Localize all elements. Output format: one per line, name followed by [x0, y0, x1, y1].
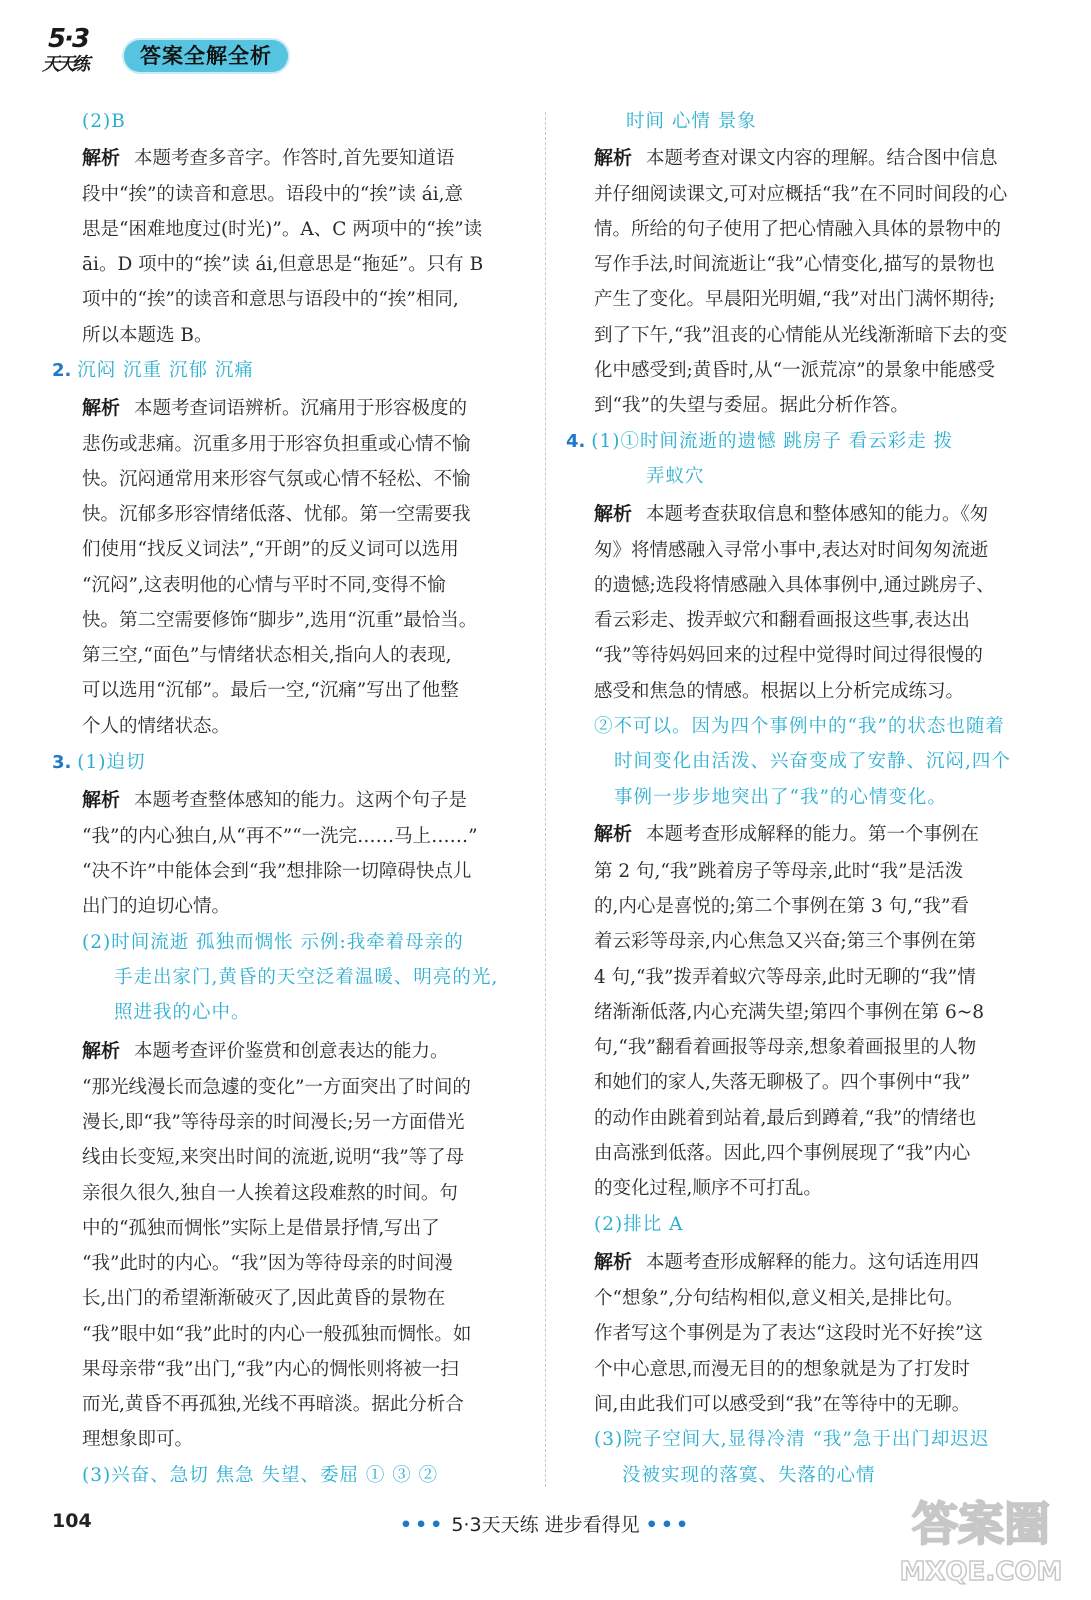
- text-line: 出门的迫切心情。: [82, 896, 231, 917]
- text-line: 感受和焦急的情感。根据以上分析完成练习。: [594, 681, 965, 702]
- text-line: 悲伤或悲痛。沉重多用于形容负担重或心情不愉: [82, 434, 471, 455]
- text-line: 的遗憾;选段将情感融入具体事例中,通过跳房子、: [594, 575, 995, 596]
- text-line: 段中“挨”的读音和意思。语段中的“挨”读 ái,意: [82, 184, 464, 205]
- text-line: 漫长,即“我”等待母亲的时间漫长;另一方面借光: [82, 1112, 465, 1133]
- text-line: 并仔细阅读课文,可对应概括“我”在不同时间段的心: [594, 184, 1008, 205]
- text-line: 的,内心是喜悦的;第二个事例在第 3 句,“我”看: [594, 896, 969, 917]
- text-line: 果母亲带“我”出门,“我”内心的惆怅则将被一扫: [82, 1359, 459, 1380]
- question-number: 3.: [52, 752, 72, 773]
- answer-4-1-2: ②不可以。因为四个事例中的“我”的状态也随着: [594, 716, 1005, 737]
- text-line: 4 句,“我”拨弄着蚁穴等母亲,此时无聊的“我”情: [594, 967, 976, 988]
- question-number: 4.: [566, 431, 586, 452]
- text-line: 个人的情绪状态。: [82, 716, 231, 737]
- text-line: 着云彩等母亲,内心焦急又兴奋;第三个事例在第: [594, 931, 977, 952]
- text-line: 产生了变化。早晨阳光明媚,“我”对出门满怀期待;: [594, 289, 996, 310]
- text-line: “我”的内心独白,从“再不”“一洗完……马上……”: [82, 826, 478, 847]
- text-line: 绪渐渐低落,内心充满失望;第四个事例在第 6~8: [594, 1002, 985, 1023]
- text-line: 快。沉闷通常用来形容气氛或心情不轻松、不愉: [82, 469, 471, 490]
- text-line: 个“想象”,分句结构相似,意义相关,是排比句。: [594, 1288, 964, 1309]
- answer-3-1: (1)迫切: [77, 752, 146, 773]
- text-line: 情。所给的句子使用了把心情融入具体的景物中的: [594, 219, 1002, 240]
- text-line: 匆》将情感融入寻常小事中,表达对时间匆匆流逝: [594, 540, 989, 561]
- text-line: “沉闷”,这表明他的心情与平时不同,变得不愉: [82, 575, 446, 596]
- text-line: 写作手法,时间流逝让“我”心情变化,描写的景物也: [594, 254, 995, 275]
- question-3: [52, 745, 145, 780]
- page-number: 104: [52, 1510, 92, 1532]
- answer-4-1-2: 事例一步步地突出了“我”的心情变化。: [614, 787, 947, 808]
- analysis-tag: 解析: [82, 147, 121, 169]
- text-line: 们使用“找反义词法”,“开朗”的反义词可以选用: [82, 539, 459, 560]
- watermark-text-bottom: MXQE.COM: [899, 1557, 1063, 1587]
- analysis-tag: 解析: [82, 1040, 121, 1062]
- answer-4-1: (1)①时间流逝的遗憾 跳房子 看云彩走 拨: [591, 431, 954, 452]
- text-line: 和她们的家人,失落无聊极了。四个事例中“我”: [594, 1072, 971, 1093]
- answer-3-3: (3)兴奋、急切 焦急 失望、委屈 ① ③ ②: [82, 1465, 439, 1486]
- analysis-tag: 解析: [594, 1251, 633, 1273]
- footer-slogan-text: 5·3天天练 进步看得见: [451, 1514, 640, 1536]
- watermark-logo: [891, 1482, 1071, 1592]
- text-line: 快。沉郁多形容情绪低落、忧郁。第一空需要我: [82, 504, 471, 525]
- analysis-line: 解析 本题考查获取信息和整体感知的能力。《匆: [594, 503, 989, 525]
- page-header: [40, 20, 360, 80]
- text-line: “那光线漫长而急遽的变化”一方面突出了时间的: [82, 1077, 471, 1098]
- text-line: 作者写这个事例是为了表达“这段时光不好挨”这: [594, 1323, 983, 1344]
- answer-2-2: (2)B: [82, 111, 126, 132]
- logo-bottom: 天天练: [42, 54, 87, 75]
- text-line: 的动作由跳着到站着,最后到蹲着,“我”的情绪也: [594, 1108, 977, 1129]
- analysis-tag: 解析: [594, 503, 633, 525]
- text-line: 快。第二空需要修饰“脚步”,选用“沉重”最恰当。: [82, 610, 478, 631]
- text-line: “我”眼中如“我”此时的内心一般孤独而惆怅。如: [82, 1324, 472, 1345]
- analysis-line: 解析 本题考查词语辨析。沉痛用于形容极度的: [82, 397, 468, 419]
- text-line: 的变化过程,顺序不可打乱。: [594, 1178, 822, 1199]
- analysis-line: 解析 本题考查对课文内容的理解。结合图中信息: [594, 147, 998, 169]
- text-line: 到了下午,“我”沮丧的心情能从光线渐渐暗下去的变: [594, 325, 1008, 346]
- analysis-tag: 解析: [82, 397, 121, 419]
- text-line: 中的“孤独而惆怅”实际上是借景抒情,写出了: [82, 1218, 440, 1239]
- text-line: 理想象即可。: [82, 1429, 194, 1450]
- text-line: 看云彩走、拨弄蚁穴和翻看画报这些事,表达出: [594, 610, 970, 631]
- analysis-line: 解析 本题考查形成解释的能力。第一个事例在: [594, 823, 980, 845]
- footer-dots-right: •••: [645, 1514, 692, 1536]
- answer-4-1-2: 时间变化由活泼、兴奋变成了安静、沉闷,四个: [614, 751, 1011, 772]
- text-line: 第三空,“面色”与情绪状态相关,指向人的表现,: [82, 645, 452, 666]
- logo: [40, 26, 118, 76]
- footer-dots-left: •••: [399, 1514, 446, 1536]
- column-divider: [545, 112, 546, 1487]
- text-line: “我”此时的内心。“我”因为等待母亲的时间漫: [82, 1253, 453, 1274]
- text-line: 到“我”的失望与委屈。据此分析作答。: [594, 395, 909, 416]
- analysis-tag: 解析: [82, 789, 121, 811]
- header-badge: 答案全解全析: [124, 40, 288, 72]
- answer-3-2: 照进我的心中。: [114, 1002, 251, 1023]
- text-line: 所以本题选 B。: [82, 325, 213, 346]
- analysis-line: 解析 本题考查整体感知的能力。这两个句子是: [82, 789, 468, 811]
- text-line: 第 2 句,“我”跳着房子等母亲,此时“我”是活泼: [594, 861, 964, 882]
- analysis-line: 解析 本题考查多音字。作答时,首先要知道语: [82, 147, 455, 169]
- text-line: 化中感受到;黄昏时,从“一派荒凉”的景象中能感受: [594, 360, 996, 381]
- text-line: 思是“困难地度过(时光)”。A、C 两项中的“挨”读: [82, 219, 483, 240]
- answer-4-1: 弄蚁穴: [646, 466, 705, 487]
- text-line: 句,“我”翻看着画报等母亲,想象着画报里的人物: [594, 1037, 977, 1058]
- text-line: “我”等待妈妈回来的过程中觉得时间过得很慢的: [594, 645, 983, 666]
- text-line: 而光,黄昏不再孤独,光线不再暗淡。据此分析合: [82, 1394, 464, 1415]
- text-line: 线由长变短,来突出时间的流逝,说明“我”等了母: [82, 1147, 465, 1168]
- text-line: 个中心意思,而漫无目的的想象就是为了打发时: [594, 1359, 970, 1380]
- answer-2: 沉闷 沉重 沉郁 沉痛: [77, 360, 254, 381]
- analysis-tag: 解析: [594, 823, 633, 845]
- answer-4-3: (3)院子空间大,显得冷清 “我”急于出门却迟迟: [594, 1429, 990, 1450]
- answer-3-2: (2)时间流逝 孤独而惆怅 示例:我牵着母亲的: [82, 932, 464, 953]
- question-4: [566, 424, 953, 459]
- text-line: āi。D 项中的“挨”读 ái,但意思是“拖延”。只有 B: [82, 254, 484, 275]
- watermark-text-top: 答案圈: [912, 1497, 1050, 1551]
- answer-3-2: 手走出家门,黄昏的天空泛着温暖、明亮的光,: [114, 967, 499, 988]
- analysis-line: 解析 本题考查形成解释的能力。这句话连用四: [594, 1251, 980, 1273]
- text-line: “决不许”中能体会到“我”想排除一切障碍快点儿: [82, 861, 472, 882]
- text-line: 间,由此我们可以感受到“我”在等待中的无聊。: [594, 1394, 971, 1415]
- text-line: 长,出门的希望渐渐破灭了,因此黄昏的景物在: [82, 1288, 446, 1309]
- answer-4-3: 没被实现的落寞、失落的心情: [622, 1465, 876, 1486]
- analysis-line: 解析 本题考查评价鉴赏和创意表达的能力。: [82, 1040, 449, 1062]
- text-line: 可以选用“沉郁”。最后一空,“沉痛”写出了他整: [82, 680, 459, 701]
- question-2: [52, 353, 254, 388]
- text-line: 由高涨到低落。因此,四个事例展现了“我”内心: [594, 1143, 971, 1164]
- logo-top: 5·3: [48, 24, 89, 54]
- text-line: 项中的“挨”的读音和意思与语段中的“挨”相同,: [82, 289, 459, 310]
- question-number: 2.: [52, 360, 72, 381]
- answer-4-2: (2)排比 A: [594, 1214, 684, 1235]
- text-line: 亲很久很久,独自一人挨着这段难熬的时间。句: [82, 1183, 458, 1204]
- analysis-tag: 解析: [594, 147, 633, 169]
- answer-3-4: 时间 心情 景象: [626, 111, 757, 132]
